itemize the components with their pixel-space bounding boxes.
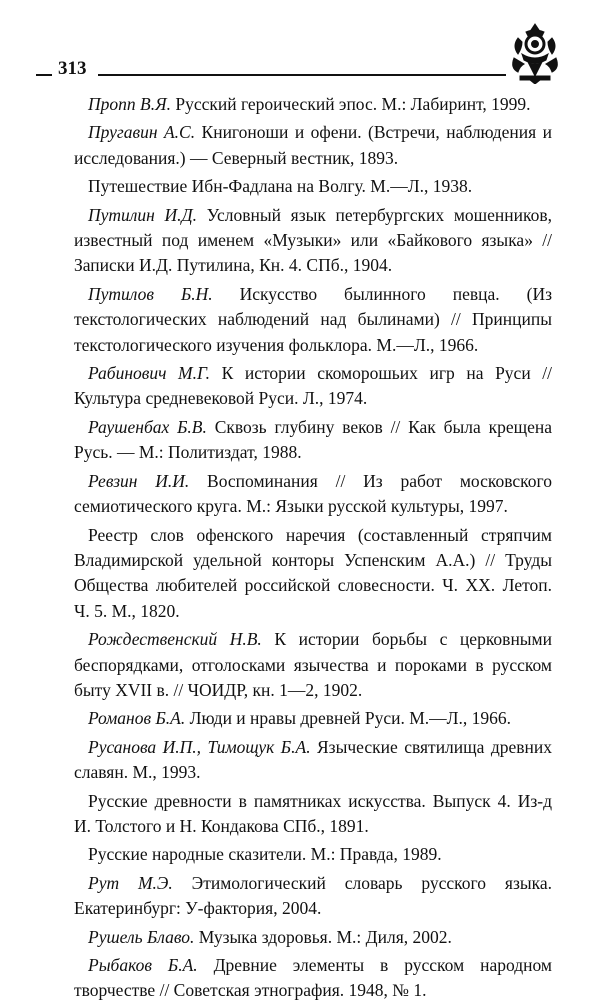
entry-text: Древние элементы в русском народном творчестве // Советская этнография. 1948, № 1. bbox=[74, 955, 552, 1001]
page-header bbox=[36, 58, 506, 82]
bibliography-entry bbox=[74, 361, 552, 412]
entry-author: Романов Б.А. bbox=[88, 708, 186, 729]
entry-author: Рушель Блаво. bbox=[88, 926, 195, 947]
entry-text: Путешествие Ибн-Фадлана на Волгу. М.—Л., 1938. bbox=[88, 176, 473, 197]
entry-text: Русские народные сказители. М.: Правда, 1989. bbox=[88, 844, 442, 865]
entry-text: Условный язык петербургских мошенников, известный под именем «Музыки» или «Байкового языка» // Записки И.Д. Путилина, Кн. 4. СПб., 1904. bbox=[74, 204, 552, 276]
bibliography-entry bbox=[74, 174, 552, 199]
bibliography-entry bbox=[74, 92, 552, 117]
bibliography-entry bbox=[74, 469, 552, 520]
entry-text: К истории борьбы с церковными беспорядками, отголосками язычества и пороками в русском быту XVII в. // ЧОИДР, кн. 1—2, 1902. bbox=[74, 629, 553, 700]
bibliography-entry bbox=[74, 789, 552, 840]
header-rule-right bbox=[98, 74, 506, 76]
crest-ornament-icon bbox=[508, 22, 562, 84]
entry-text: Русский героический эпос. М.: Лабиринт, 1999. bbox=[170, 94, 531, 114]
entry-author: Путилов Б.Н. bbox=[88, 283, 213, 304]
entry-text: Русские древности в памятниках искусства. Выпуск 4. Из-д И. Толстого и Н. Кондакова СПб., 1891. bbox=[74, 790, 552, 836]
entry-text: Языческие святилища древних славян. М., 1993. bbox=[74, 736, 552, 783]
bibliography-entry bbox=[74, 120, 552, 171]
entry-text: Книгоноши и офени. (Встречи, наблюдения и исследования.) — Северный вестник, 1893. bbox=[74, 122, 552, 168]
bibliography-entry bbox=[74, 523, 552, 625]
bibliography-entry bbox=[74, 706, 552, 731]
entry-text: Искусство былинного певца. (Из текстологических наблюдений над былинами) // Принципы текстологического изучения фольклора. М.—Л., 1966. bbox=[74, 283, 552, 355]
bibliography-entry bbox=[74, 627, 552, 703]
entry-text: Музыка здоровья. М.: Диля, 2002. bbox=[194, 926, 452, 947]
entry-author: Пругавин А.С. bbox=[88, 122, 196, 143]
entry-author: Путилин И.Д. bbox=[88, 204, 198, 225]
bibliography-list bbox=[74, 92, 552, 1007]
entry-author: Ревзин И.И. bbox=[88, 470, 190, 491]
entry-author: Рыбаков Б.А. bbox=[88, 955, 198, 975]
page-number: 313 bbox=[58, 58, 87, 79]
entry-author: Рабинович М.Г. bbox=[88, 363, 210, 384]
entry-text: Сквозь глубину веков // Как была крещена Русь. — М.: Политиздат, 1988. bbox=[74, 416, 552, 463]
entry-text: Этимологический словарь русского языка. Екатеринбург: У-фактория, 2004. bbox=[74, 872, 552, 919]
bibliography-entry bbox=[74, 203, 552, 279]
entry-author: Рут М.Э. bbox=[88, 872, 173, 893]
entry-text: Воспоминания // Из работ московского семиотического круга. М.: Языки русской культуры, 1997. bbox=[74, 470, 552, 517]
entry-author: Раушенбах Б.В. bbox=[88, 416, 207, 437]
header-rule-left bbox=[36, 74, 52, 76]
entry-author: Русанова И.П., Тимощук Б.А. bbox=[88, 736, 311, 757]
entry-text: Люди и нравы древней Руси. М.—Л., 1966. bbox=[185, 708, 512, 729]
bibliography-entry bbox=[74, 282, 552, 358]
entry-author: Пропп В.Я. bbox=[88, 94, 171, 114]
bibliography-entry bbox=[74, 925, 552, 950]
bibliography-entry bbox=[74, 415, 552, 466]
entry-text: К истории скоморошьих игр на Руси // Культура средневековой Руси. Л., 1974. bbox=[74, 363, 552, 409]
entry-text: Реестр слов офенского наречия (составленный стряпчим Владимирской удельной конторы Успенским А.А.) // Труды Общества любителей российской словесности. Ч. XX. Летоп. Ч. 5. М., 1820. bbox=[74, 524, 552, 621]
bibliography-entry bbox=[74, 735, 552, 786]
bibliography-entry bbox=[74, 953, 552, 1004]
bibliography-entry bbox=[74, 871, 552, 922]
bibliography-entry bbox=[74, 842, 552, 867]
entry-author: Рождественский Н.В. bbox=[88, 629, 262, 650]
